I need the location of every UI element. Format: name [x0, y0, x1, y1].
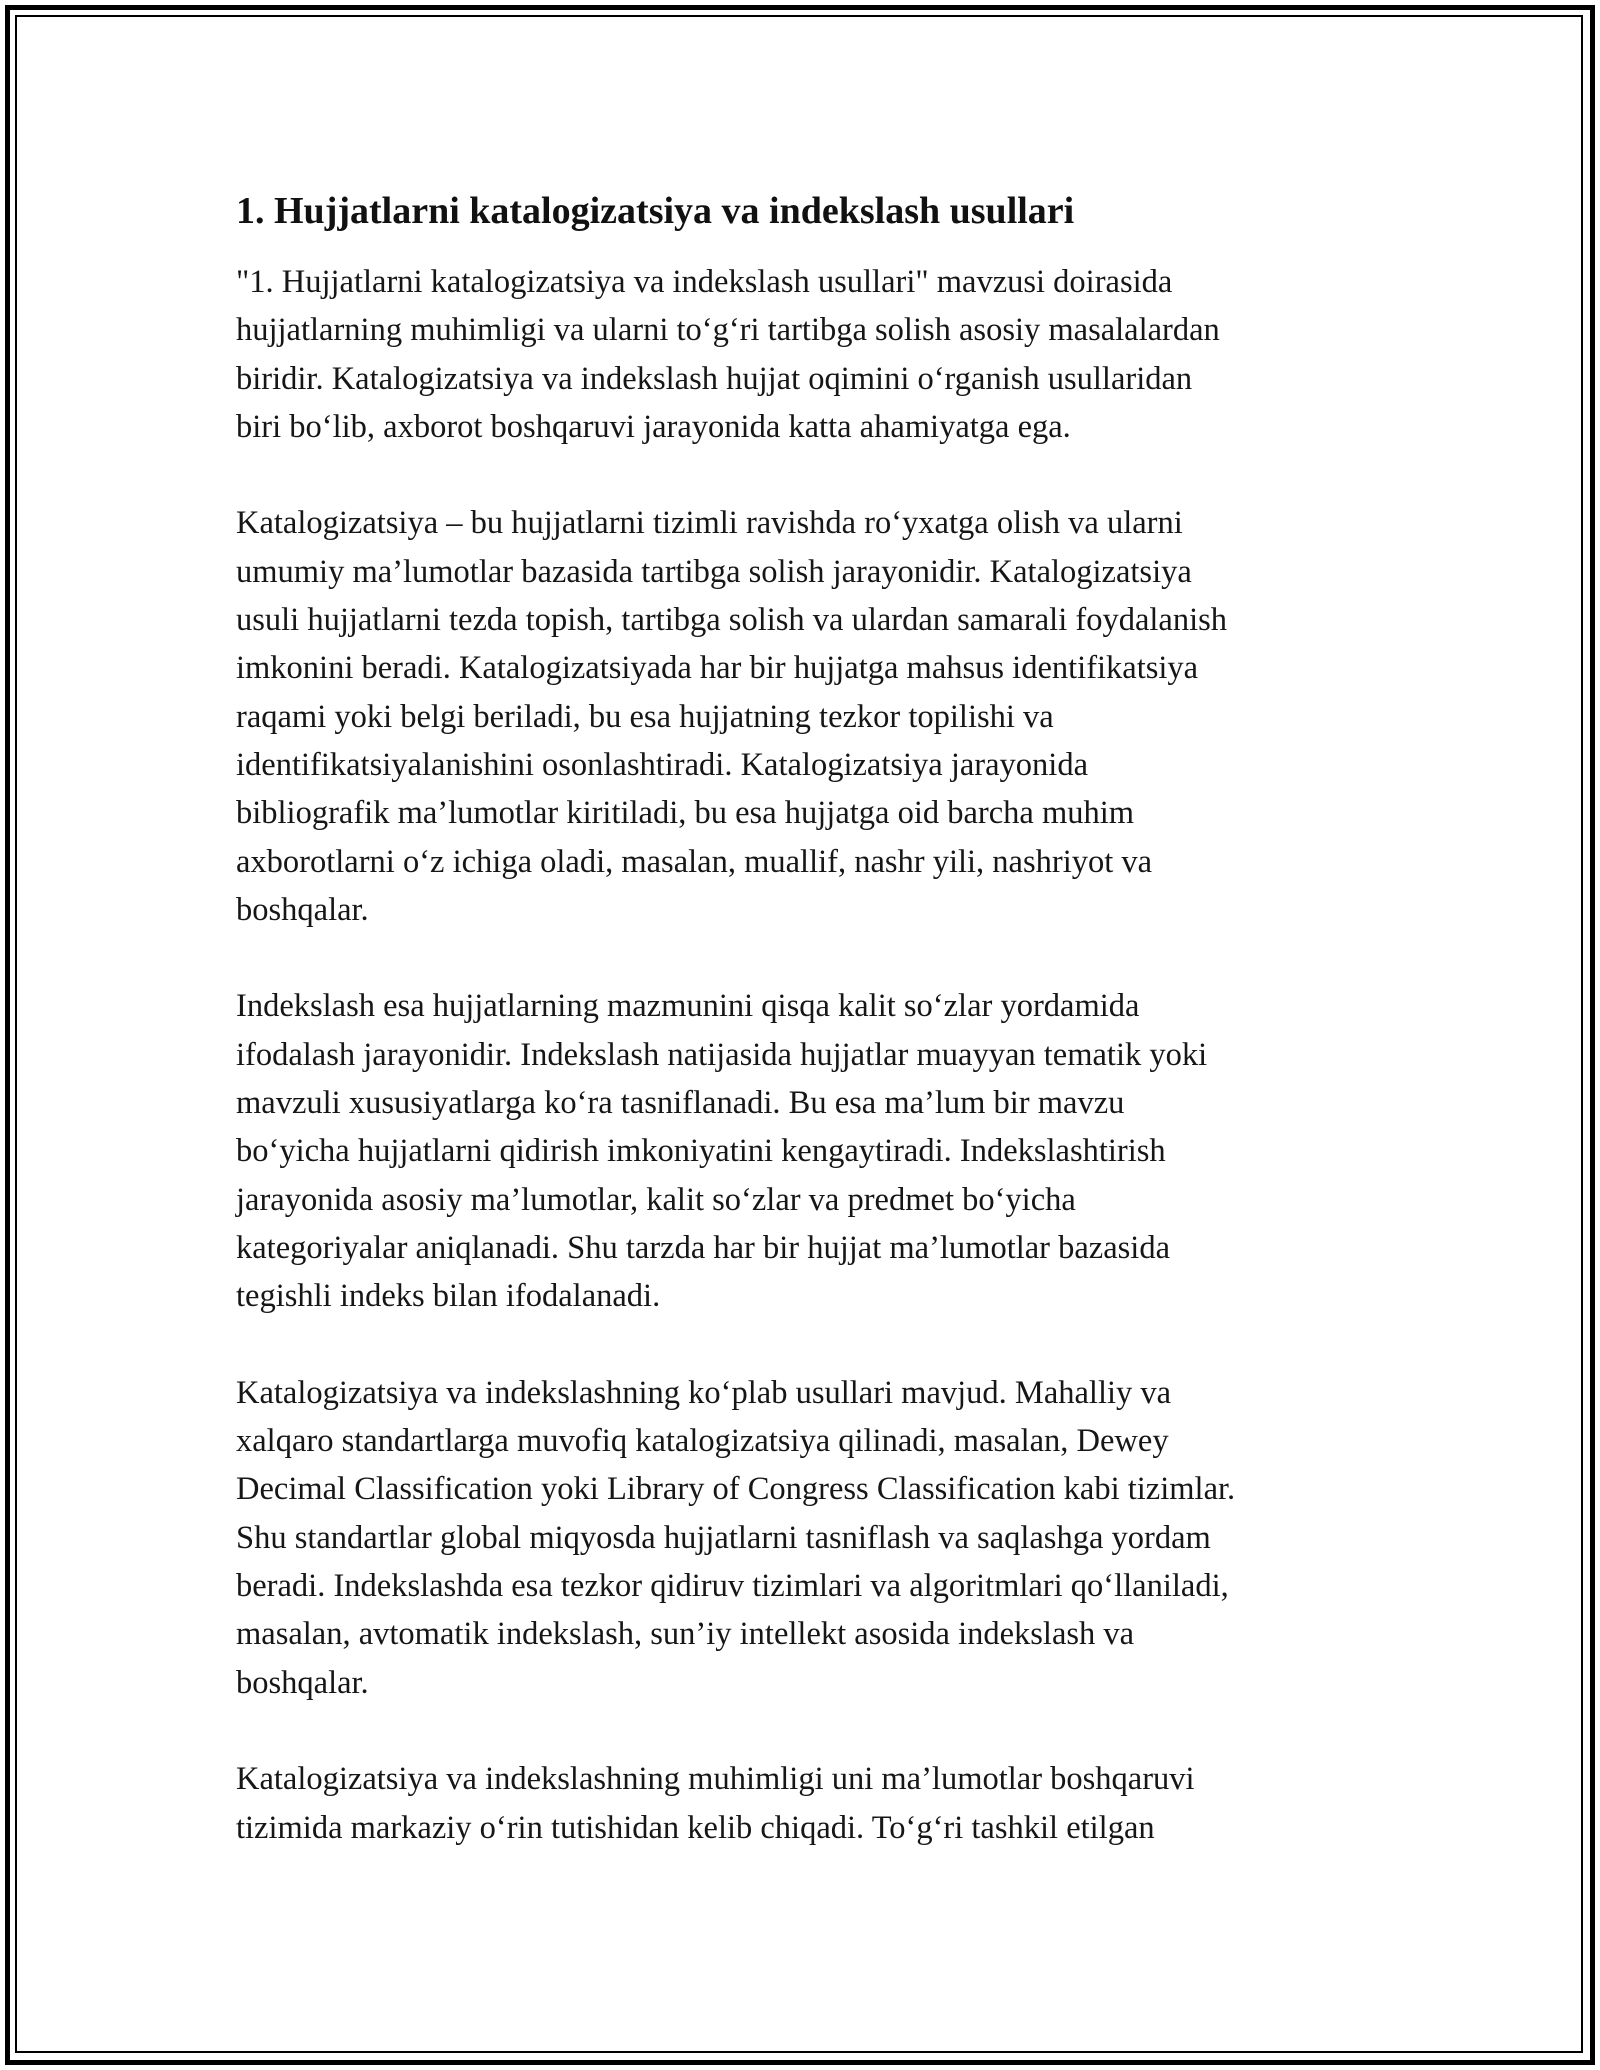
text-line: boshqalar. [236, 1664, 369, 1701]
text-line: imkonini beradi. Katalogizatsiyada har bir hujjatga mahsus identifikatsiya [236, 650, 1199, 687]
text-line: Indekslash esa hujjatlarning mazmunini qisqa kalit so‘zlar yordamida [236, 988, 1140, 1025]
text-line: Katalogizatsiya – bu hujjatlarni tizimli ravishda ro‘yxatga olish va ularni [236, 505, 1183, 542]
text-line: xalqaro standartlarga muvofiq katalogizatsiya qilinadi, masalan, Dewey [236, 1423, 1169, 1460]
text-line: Shu standartlar global miqyosda hujjatlarni tasniflash va saqlashga yordam [236, 1519, 1211, 1556]
text-line: Katalogizatsiya va indekslashning ko‘plab usullari mavjud. Mahalliy va [236, 1374, 1172, 1411]
text-line: "1. Hujjatlarni katalogizatsiya va indekslash usullari" mavzusi doirasida [236, 264, 1173, 300]
text-line: ifodalash jarayonidir. Indekslash natijasida hujjatlar muayyan tematik yoki [236, 1036, 1208, 1073]
text-line: mavzuli xususiyatlarga ko‘ra tasniflanadi. Bu esa ma’lum bir mavzu [236, 1085, 1125, 1122]
text-line: usuli hujjatlarni tezda topish, tartibga solish va ulardan samarali foydalanish [236, 602, 1227, 639]
paragraph-indekslash [236, 982, 1376, 1320]
text-line: beradi. Indekslashda esa tezkor qidiruv tizimlari va algoritmlari qo‘llaniladi, [236, 1568, 1229, 1605]
paragraph-usullar [236, 1369, 1376, 1707]
text-line: biri bo‘lib, axborot boshqaruvi jarayonida katta ahamiyatga ega. [236, 408, 1071, 445]
text-line: biridir. Katalogizatsiya va indekslash hujjat oqimini o‘rganish usullaridan [236, 360, 1193, 397]
paragraph-muhimligi [236, 1755, 1376, 1852]
text-line: tizimida markaziy o‘rin tutishidan kelib chiqadi. To‘g‘ri tashkil etilgan [236, 1809, 1155, 1846]
text-line: Decimal Classification yoki Library of Congress Classification kabi tizimlar. [236, 1471, 1236, 1508]
paragraph-intro [236, 258, 1376, 451]
text-line: boshqalar. [236, 891, 369, 928]
text-line: Katalogizatsiya va indekslashning muhimligi uni ma’lumotlar boshqaruvi [236, 1761, 1195, 1798]
text-line: jarayonida asosiy ma’lumotlar, kalit so‘zlar va predmet bo‘yicha [236, 1181, 1076, 1218]
text-line: bibliografik ma’lumotlar kiritiladi, bu esa hujjatga oid barcha muhim [236, 795, 1135, 832]
text-line: masalan, avtomatik indekslash, sun’iy intellekt asosida indekslash va [236, 1616, 1135, 1653]
text-line: tegishli indeks bilan ifodalanadi. [236, 1278, 661, 1315]
text-line: raqami yoki belgi beriladi, bu esa hujjatning tezkor topilishi va [236, 698, 1054, 735]
text-line: bo‘yicha hujjatlarni qidirish imkoniyatini kengaytiradi. Indekslashtirish [236, 1133, 1166, 1170]
text-line: umumiy ma’lumotlar bazasida tartibga solish jarayonidir. Katalogizatsiya [236, 553, 1192, 590]
section-heading: 1. Hujjatlarni katalogizatsiya va indekslash usullari [236, 190, 1075, 232]
text-line: identifikatsiyalanishini osonlashtiradi. Katalogizatsiya jarayonida [236, 746, 1088, 783]
text-line: axborotlarni o‘z ichiga oladi, masalan, muallif, nashr yili, nashriyot va [236, 843, 1153, 880]
document-body [236, 187, 1376, 1900]
text-line: kategoriyalar aniqlanadi. Shu tarzda har bir hujjat ma’lumotlar bazasida [236, 1229, 1171, 1266]
text-line: hujjatlarning muhimligi va ularni to‘g‘ri tartibga solish asosiy masalalardan [236, 312, 1220, 349]
paragraph-katalogizatsiya [236, 499, 1376, 934]
